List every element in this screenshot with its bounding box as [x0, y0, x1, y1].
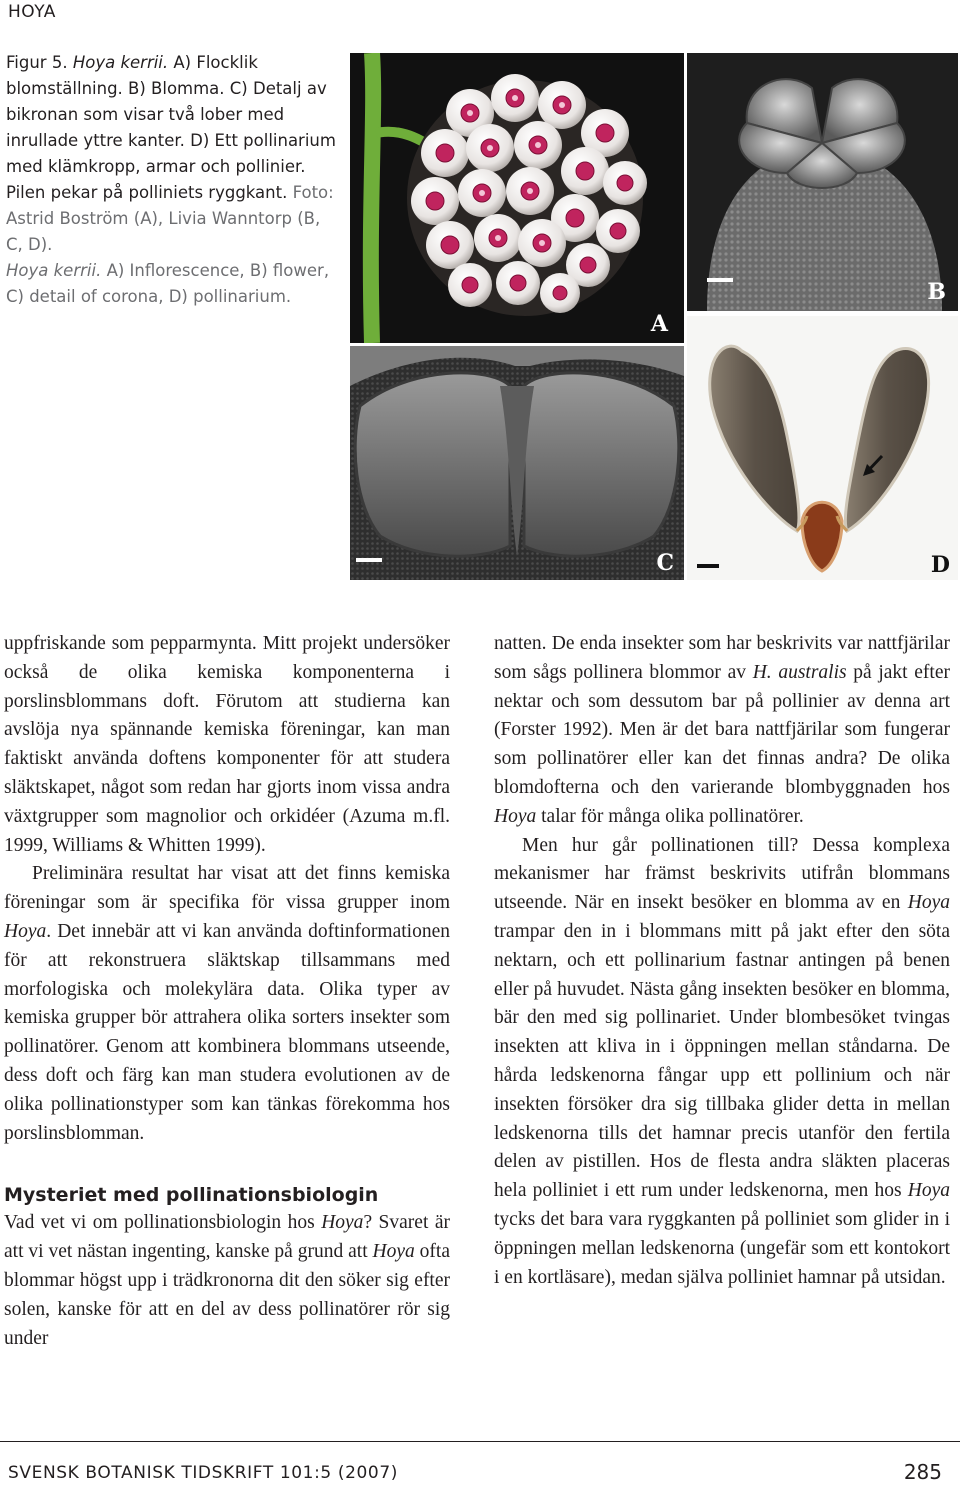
genus-name: Hoya	[4, 920, 47, 942]
panel-d-label: D	[930, 552, 950, 578]
paragraph	[494, 630, 950, 832]
panel-a-label: A	[650, 311, 668, 337]
genus-name: Hoya	[321, 1212, 364, 1234]
panel-c-corona-sem-photo	[350, 346, 684, 580]
panel-c-label: C	[656, 550, 674, 576]
text-run: ? Svaret är att vi vet nästan ingenting, kanske på grund att	[4, 1212, 450, 1263]
footer-rule	[0, 1441, 960, 1442]
genus-name: Hoya	[494, 805, 537, 827]
genus-name: Hoya	[907, 1180, 950, 1202]
corona-sem-illustration	[350, 346, 684, 580]
text-run: talar för många olika pollinatörer.	[536, 805, 804, 827]
panel-b-label: B	[927, 279, 946, 305]
running-head: HOYA	[8, 2, 56, 22]
right-text-column	[494, 630, 950, 1292]
flower-sem-illustration	[687, 53, 958, 311]
species-name: H. australis	[752, 661, 847, 683]
caption-text-en: A) Inflorescence, B) flower, C) detail of corona, D) pollinarium.	[6, 261, 330, 306]
text-run: Vad vet vi om pollinationsbiologin hos	[4, 1212, 322, 1234]
journal-citation: SVENSK BOTANISK TIDSKRIFT 101:5 (2007)	[8, 1463, 398, 1483]
paragraph	[4, 630, 450, 860]
pollinarium-illustration	[687, 316, 958, 580]
panel-d-pollinarium-photo	[687, 316, 958, 580]
caption-species-sv: Hoya kerrii.	[72, 53, 169, 72]
paragraph	[494, 832, 950, 1293]
paragraph	[4, 860, 450, 1148]
caption-species-en: Hoya kerrii.	[6, 261, 102, 280]
text-run: uppfriskande som pepparmynta. Mitt projekt undersöker också de olika kemiska komponenterna i porslinsblommans doft. Förutom att studierna kan avslöja nya spännande kemiska föreningar, kan man faktiskt använda doftens komponenter för att studera släktskapet, något som redan har gjorts inom vissa andra växtgrupper som magnolior och orkidéer (Azuma m.fl. 1999, Williams & Whitten 1999).	[4, 633, 450, 856]
caption-photo-credit: Foto: Astrid Boström (A), Livia Wanntorp (B, C, D).	[6, 183, 334, 254]
paragraph	[4, 1209, 450, 1353]
figure-plate	[350, 53, 958, 580]
genus-name: Hoya	[907, 892, 950, 914]
figure-caption	[6, 50, 336, 310]
caption-figure-number: Figur 5.	[6, 53, 68, 72]
genus-name: Hoya	[372, 1241, 415, 1263]
caption-text-sv: A) Flocklik blomställning. B) Blomma. C) Detalj av bikronan som visar två lober med inrullade yttre kanter. D) Ett pollinarium med klämkropp, armar och pollinier. Pilen pekar på polliniets ryggkant.	[6, 53, 336, 202]
text-run: natten. De enda insekter som har beskrivits var nattfjärilar som sågs pollinera blommor av	[494, 633, 950, 683]
text-run: trampar den in i blommans mitt på jakt efter den söta nektarn, och ett pollinarium fastnar antingen på benen eller på huvudet. Nästa gång insekten besöker en blomma, bär den med sig pollinariet. Under blombesöket tvingas insekten att kliva in i öppningen mellan ståndarna. De hårda ledskenorna fångar upp ett pollinium och när insekten försöker dra sig tillbaka glider detta in mellan ledskenorna tills det hamnar precis utanför den fertila delen av pistillen. Hos de flesta andra släkten placeras hela polliniet i ett rum under ledskenorna, men hos	[494, 920, 950, 1202]
text-run: Men hur går pollinationen till? Dessa komplexa mekanismer har främst beskrivits utifrån blommans utseende. När en insekt besöker en blomma av en	[494, 834, 950, 914]
left-text-column	[4, 630, 450, 1353]
text-run: . Det innebär att vi kan använda doftinformationen för att rekonstruera släktskap tillsammans med morfologiska och molekylära data. Olika typer av kemiska grupper bör attrahera olika sorters insekter som pollinatörer. Genom att kombinera blommans utseende, dess doft och färg kan man studera evolutionen av de olika pollinationstyper som kan tänkas förekomma hos porslinsblomman.	[4, 920, 450, 1144]
panel-b-flower-sem-photo	[687, 53, 958, 311]
inflorescence-illustration	[350, 53, 684, 343]
page-number: 285	[903, 1460, 942, 1484]
panel-a-inflorescence-photo	[350, 53, 684, 343]
text-run: på jakt efter nektar och som dessutom bar på pollinier av denna art (Forster 1992). Men är det bara nattfjärilar som fungerar som pollinatörer eller kan det finnas andra? De olika blomdofterna och den varierande blombyggnaden hos	[494, 661, 950, 798]
section-heading: Mysteriet med pollinationsbiologin	[4, 1184, 379, 1207]
text-run: Preliminära resultat har visat att det finns kemiska föreningar som är specifika för vissa grupper inom	[4, 863, 450, 914]
text-run: ofta blommar högst upp i trädkronorna dit den söker sig efter solen, kanske för att en del av dess pollinatörer rör sig under	[4, 1241, 450, 1349]
text-run: tycks det bara vara ryggkanten på polliniet som glider in i öppningen mellan ledskenorna (ungefär som ett kontokort i en kortläsare), medan själva polliniet hamnar på utsidan.	[494, 1208, 950, 1288]
